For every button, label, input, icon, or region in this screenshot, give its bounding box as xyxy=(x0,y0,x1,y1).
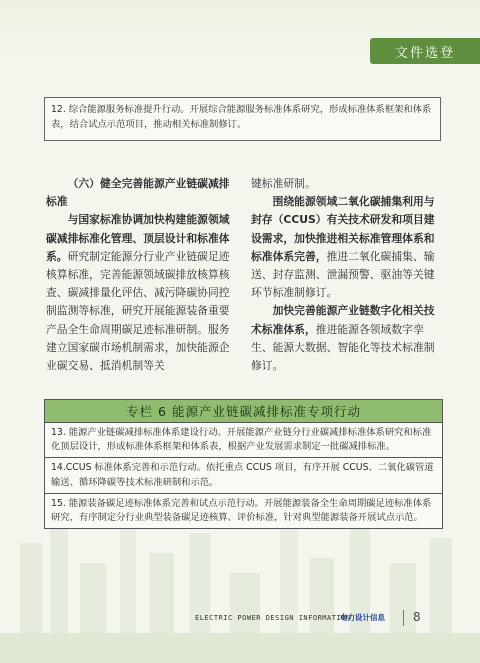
left-para-rest: 研究制定能源分行业产业链碳足迹核算标准，完善能源领域碳排放核算核查、碳减排量化评估、减污降碳协同控制监测等标准，研究开展能源装备重要产品全生命周期碳足迹标准研制。服务建立国家碳市场机制需求，加快能源企业碳交易、抵消机制等关 xyxy=(46,249,230,373)
page-number: 8 xyxy=(413,610,421,624)
page-footer xyxy=(0,608,480,628)
right-paragraph-2 xyxy=(251,193,441,302)
table-row: 14.CCUS 标准体系完善和示范行动。依托重点 CCUS 项目，有序开展 CCUS、二氧化碳管道输送、循环降碳等技术标准研制和示范。 xyxy=(45,458,442,493)
left-para-lead: 与国家标准协调加快构建能源领域碳减排标准化管理、顶层设计和标准体系。 xyxy=(46,213,230,263)
right-para2-lead: 围绕能源领域二氧化碳捕集利用与封存（CCUS）有关技术研发和项目建设需求，加快推进相关标准管理体系和标准体系完善， xyxy=(251,195,435,263)
left-column xyxy=(46,175,236,375)
footer-divider xyxy=(403,610,404,626)
footer-publication-en: ELECTRIC POWER DESIGN INFORMATION xyxy=(195,614,351,622)
section-tab: 文件选登 xyxy=(370,38,480,64)
right-column xyxy=(251,175,441,375)
special-column-table xyxy=(44,399,443,529)
right-para2-rest: 推进二氧化碳捕集、输送、封存监测、泄漏预警、驱油等关键环节标准制修订。 xyxy=(251,249,435,300)
table-row: 13. 能源产业链碳减排标准体系建设行动。开展能源产业链分行业碳减排标准体系研究和标准化顶层设计，形成标准体系框架和体系表，根据产业发展需求制定一批碳减排标准。 xyxy=(45,423,442,458)
right-paragraph-3 xyxy=(251,302,441,375)
right-para3-rest: 推进能源各领域数字孪生、能源大数据、智能化等技术标准制修订。 xyxy=(251,322,435,373)
right-para3-lead: 加快完善能源产业链数字化相关技术标准体系， xyxy=(251,304,435,336)
table-row: 15. 能源装备碳足迹标准体系完善和试点示范行动。开展能源装备全生命周期碳足迹标准体系研究，有序制定分行业典型装备碳足迹核算、评价标准，针对典型能源装备开展试点示范。 xyxy=(51,497,432,524)
footer-publication-cn: 电力设计信息 xyxy=(340,613,385,622)
action-12-text: 12. 综合能源服务标准提升行动。开展综合能源服务标准体系研究，形成标准体系框架和体系表，结合试点示范项目，推动相关标准制修订。 xyxy=(51,104,432,130)
left-paragraph xyxy=(46,211,236,375)
right-para1-tail: 键标准研制。 xyxy=(251,177,316,190)
section-heading: （六）健全完善能源产业链碳减排标准 xyxy=(46,177,230,209)
table-title: 专栏 6 能源产业链碳减排标准专项行动 xyxy=(45,400,442,423)
action-box-12 xyxy=(44,97,441,141)
